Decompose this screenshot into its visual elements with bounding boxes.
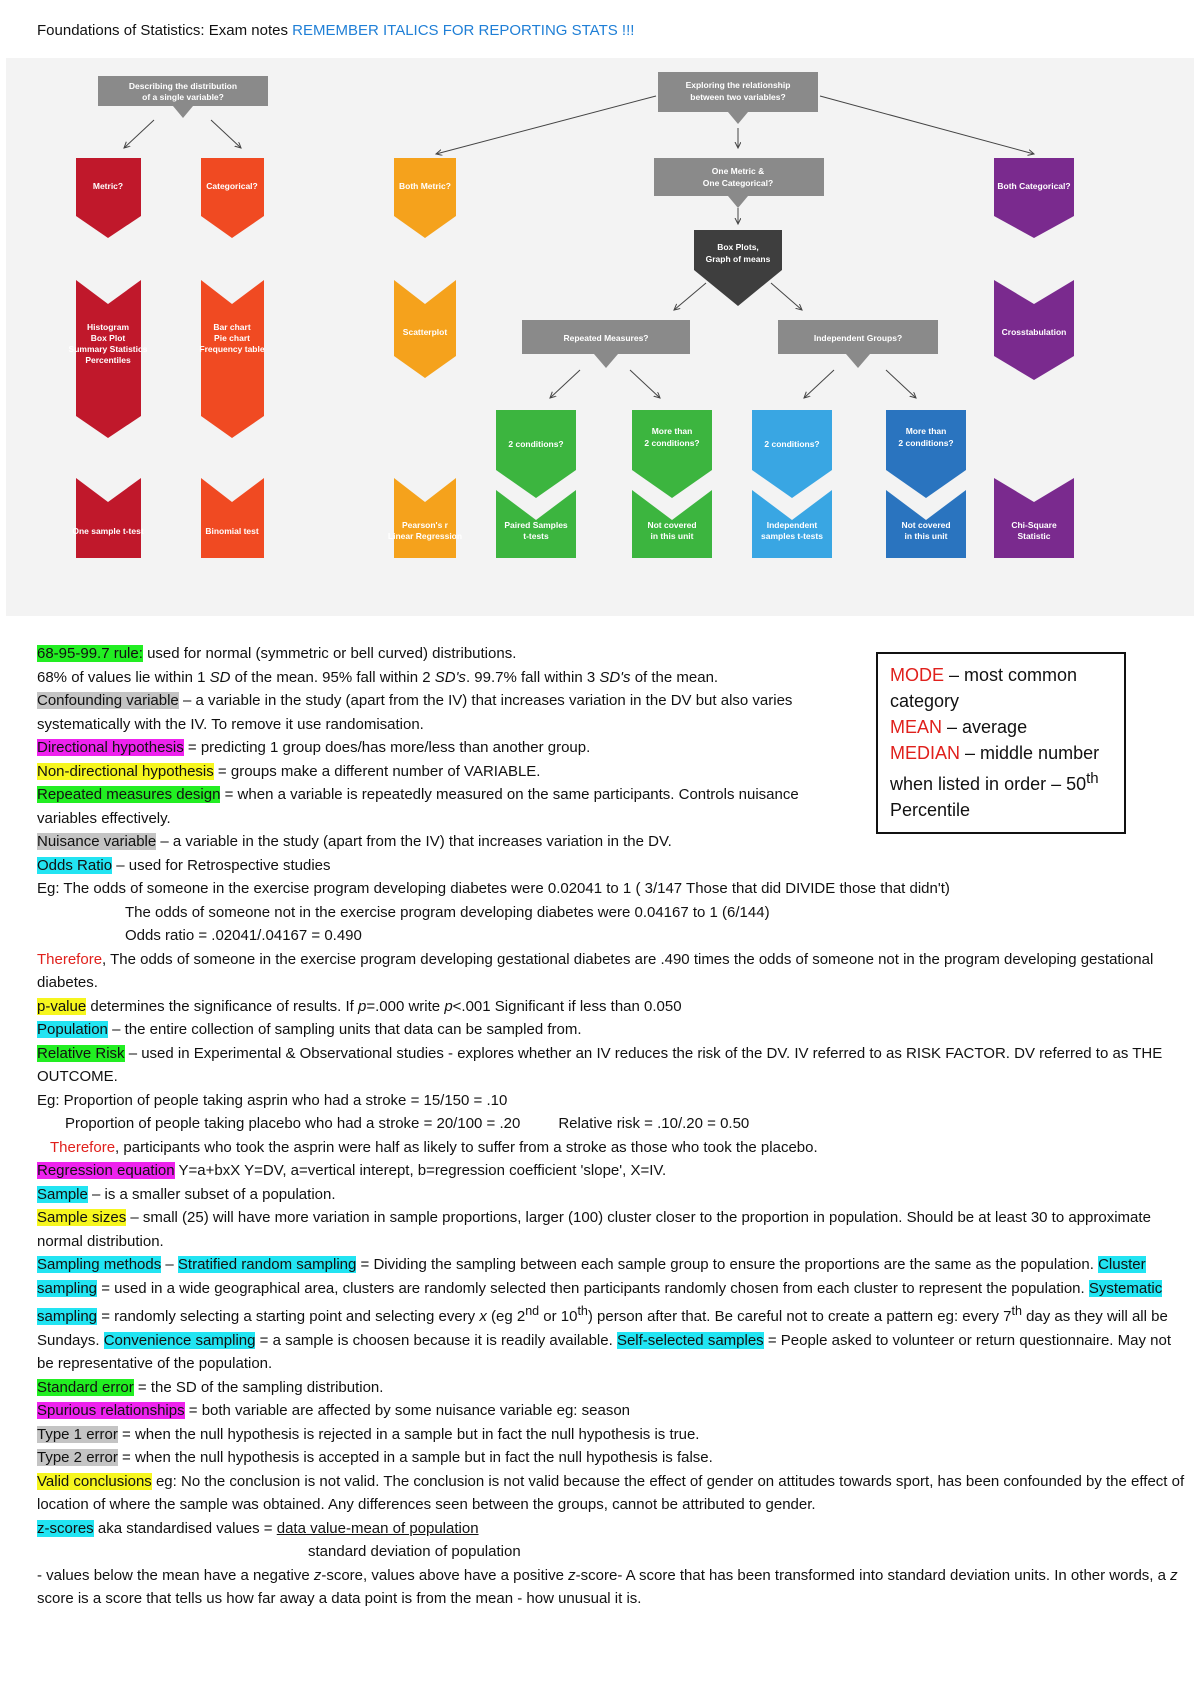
nondirectional-def: = groups make a different number of VARIABLE. xyxy=(213,762,541,780)
median-def: – middle number when listed in order – 50 xyxy=(890,743,1100,794)
nondirectional-term: Non-directional hypothesis xyxy=(37,762,214,780)
systematic-x: x xyxy=(479,1308,487,1325)
metric-desc-2: Box Plot xyxy=(90,333,126,343)
rule-line2-c: . 99.7% fall within 3 xyxy=(465,668,600,686)
type2-term: Type 2 error xyxy=(37,1449,118,1466)
note-repeated xyxy=(37,783,837,830)
type1-term: Type 1 error xyxy=(37,1425,118,1443)
samplesizes-def: – small (25) will have more variation in sample proportions, larger (100) cluster closer to the proportion in population. Should be at least 30 to approximate normal distribution. xyxy=(37,1209,1151,1250)
note-rr-eg2 xyxy=(37,1112,1187,1136)
rule-sds: SD's xyxy=(434,668,466,686)
reminder-text: REMEMBER ITALICS FOR REPORTING STATS !!! xyxy=(292,22,635,39)
sampling-term: Sampling methods xyxy=(37,1256,162,1273)
z-last-c: -score- A score that has been transformed into standard deviation units. In other words, a xyxy=(575,1566,1171,1584)
metric-desc-4: Percentiles xyxy=(85,355,131,365)
node-one-metric-one-categorical xyxy=(654,158,824,208)
note-zscore xyxy=(37,1517,1187,1541)
title-text: Foundations of Statistics: Exam notes xyxy=(37,22,288,39)
nuisance-def: – a variable in the study (apart from the IV) that increases variation in the DV. xyxy=(156,833,672,850)
q-relationship-line2: between two variables? xyxy=(690,92,786,102)
ig-more-test-1: Not covered xyxy=(901,520,951,530)
note-spurious xyxy=(37,1399,1187,1423)
z-last-d: score is a score that tells us how far away a data point is from the mean - how unusual it is. xyxy=(37,1590,642,1607)
column-both-categorical xyxy=(994,158,1074,558)
note-type1 xyxy=(37,1423,1187,1447)
note-rule xyxy=(37,642,1187,666)
z-def: aka standardised values = xyxy=(93,1519,277,1537)
systematic-nd: nd xyxy=(525,1304,540,1318)
samplesizes-term: Sample sizes xyxy=(37,1209,127,1226)
median-term: MEDIAN xyxy=(890,743,961,763)
both-metric-desc: Scatterplot xyxy=(402,327,448,337)
z-last-a: - values below the mean have a negative xyxy=(37,1566,314,1584)
pvalue-p1: p xyxy=(358,997,367,1015)
systematic-def-a: = randomly selecting a starting point and selecting every xyxy=(97,1308,480,1325)
note-rr xyxy=(37,1042,1187,1089)
categorical-desc-3: Frequency table xyxy=(199,344,265,354)
sampling-dash: – xyxy=(161,1256,178,1273)
valid-def: eg: No the conclusion is not valid. The conclusion is not valid because the effect of gender on attitudes towards sport, has been confounded by the effect of location of where the sample was obtained. Any differences seen between the groups, cannot be attributed to gender. xyxy=(37,1472,1185,1513)
systematic-th2: th xyxy=(1011,1304,1022,1318)
metric-label: Metric? xyxy=(92,181,124,191)
page-title xyxy=(37,22,634,39)
node-two-variables xyxy=(658,72,818,124)
selfselected-term: Self-selected samples xyxy=(616,1331,764,1349)
pvalue-def-a: determines the significance of results. If xyxy=(86,997,358,1015)
metric-desc-3: Summary Statistics xyxy=(68,344,148,354)
systematic-def-b: (eg 2 xyxy=(486,1308,526,1325)
note-nuisance xyxy=(37,830,1187,854)
stratified-term: Stratified random sampling xyxy=(177,1256,357,1273)
odds-def: – used for Retrospective studies xyxy=(112,856,331,874)
independent-groups-label: Independent Groups? xyxy=(813,333,903,343)
flowchart-svg xyxy=(6,58,1194,616)
regression-term: Regression equation xyxy=(37,1162,175,1179)
column-both-metric xyxy=(394,158,456,558)
rm-more-line1: More than xyxy=(651,426,693,436)
metric-test: One sample t-test xyxy=(72,526,144,536)
directional-term: Directional hypothesis xyxy=(37,739,184,756)
rm-more-test-1: Not covered xyxy=(647,520,697,530)
rm-2cond-test-2: t-tests xyxy=(523,531,549,541)
node-independent-groups xyxy=(778,320,938,368)
omoc-line2: One Categorical? xyxy=(702,178,774,188)
note-rule-line2 xyxy=(37,666,1187,690)
repeated-def: = when a variable is repeatedly measured on the same participants. Controls nuisance variables effectively. xyxy=(37,786,799,827)
mode-term: MODE xyxy=(890,665,944,685)
mean-term: MEAN xyxy=(890,717,943,737)
sample-term: Sample xyxy=(37,1185,88,1203)
column-categorical xyxy=(201,158,264,558)
rr-eg2b: Relative risk = .10/.20 = 0.50 xyxy=(558,1115,750,1132)
pvalue-def-c: <.001 Significant if less than 0.050 xyxy=(452,997,682,1015)
type2-def: = when the null hypothesis is accepted in a sample but in fact the null hypothesis is false. xyxy=(117,1449,713,1466)
note-odds xyxy=(37,854,1187,878)
notes-section xyxy=(37,642,1187,1611)
ig-2cond-label: 2 conditions? xyxy=(764,439,820,449)
both-categorical-label: Both Categorical? xyxy=(997,181,1071,191)
categorical-desc-2: Pie chart xyxy=(214,333,250,343)
both-metric-label: Both Metric? xyxy=(399,181,451,191)
median-end: Percentile xyxy=(890,800,971,820)
systematic-term: Systematic sampling xyxy=(37,1279,1163,1325)
rm-2cond-test-1: Paired Samples xyxy=(504,520,568,530)
convenience-def: = a sample is choosen because it is readily available. xyxy=(255,1331,617,1349)
rr-eg2: Proportion of people taking placebo who had a stroke = 20/100 = .20 xyxy=(65,1115,521,1132)
type1-def: = when the null hypothesis is rejected in a sample but in fact the null hypothesis is true. xyxy=(117,1425,700,1443)
ig-more-test-2: in this unit xyxy=(904,531,948,541)
confounding-def: – a variable in the study (apart from the IV) that increases variation in the DV but also varies systematically with the IV. To remove it use randomisation. xyxy=(37,692,793,733)
rule-term: 68-95-99.7 rule: xyxy=(37,645,143,662)
z-numerator: data value-mean of population xyxy=(276,1519,479,1537)
rr-def: – used in Experimental & Observational studies - explores whether an IV reduces the risk of the DV. IV referred to as RISK FACTOR. DV referred to as THE OUTCOME. xyxy=(37,1044,1163,1085)
omoc-line1: One Metric & xyxy=(711,166,765,176)
odds-term: Odds Ratio xyxy=(37,856,113,874)
therefore2: Therefore xyxy=(50,1138,116,1156)
z-z3: z xyxy=(1170,1566,1178,1584)
cluster-def: = used in a wide geographical area, clusters are randomly selected then participants randomly chosen from each cluster to represent the population. xyxy=(97,1279,1089,1297)
note-regression xyxy=(37,1159,1187,1183)
z-z2: z xyxy=(568,1566,576,1584)
confounding-term: Confounding variable xyxy=(37,692,179,709)
metric-desc-1: Histogram xyxy=(86,322,130,332)
note-sample xyxy=(37,1183,1187,1207)
note-stderr xyxy=(37,1376,1187,1400)
z-last-b: -score, values above have a positive xyxy=(321,1566,569,1584)
stderr-def: = the SD of the sampling distribution. xyxy=(133,1378,384,1396)
spurious-term: Spurious relationships xyxy=(37,1402,185,1419)
repeated-measures-label: Repeated Measures? xyxy=(563,333,649,343)
convenience-term: Convenience sampling xyxy=(103,1331,256,1349)
mean-def: – average xyxy=(942,717,1028,737)
stratified-def: = Dividing the sampling between each sample group to ensure the proportions are the same as the population. xyxy=(356,1256,1099,1273)
note-therefore2 xyxy=(37,1136,1187,1160)
systematic-def-d: ) person after that. Be careful not to create a pattern eg: every 7 xyxy=(587,1308,1012,1325)
directional-def: = predicting 1 group does/has more/less than another group. xyxy=(183,739,591,756)
systematic-def-e: day as they will all be Sundays. xyxy=(37,1308,1168,1349)
selfselected-def: = People asked to volunteer or return questionnaire. May not be representative of the population. xyxy=(37,1331,1172,1372)
rule-def: used for normal (symmetric or bell curved) distributions. xyxy=(142,645,517,662)
z-z1: z xyxy=(313,1566,322,1584)
systematic-th: th xyxy=(577,1304,588,1318)
ig-more-line1: More than xyxy=(905,426,947,436)
note-therefore1 xyxy=(37,948,1187,995)
rm-2cond-label: 2 conditions? xyxy=(508,439,564,449)
therefore1-rest: , The odds of someone in the exercise program developing gestational diabetes are .490 times the odds of someone not in the program developing gestational diabetes. xyxy=(37,950,1154,991)
categorical-test: Binomial test xyxy=(205,526,259,536)
categorical-desc-1: Bar chart xyxy=(213,322,251,332)
rule-line2-d: of the mean. xyxy=(630,668,719,686)
statistics-flowchart xyxy=(6,58,1194,616)
both-categorical-test-2: Statistic xyxy=(1017,531,1051,541)
note-zscore-explain xyxy=(37,1564,1187,1611)
box-plots-line2: Graph of means xyxy=(705,254,771,264)
both-categorical-test-1: Chi-Square xyxy=(1011,520,1057,530)
ig-more-line2: 2 conditions? xyxy=(898,438,954,448)
valid-term: Valid conclusions xyxy=(37,1472,152,1490)
rr-term: Relative Risk xyxy=(37,1044,125,1062)
note-valid xyxy=(37,1470,1187,1517)
odds-eg1: Eg: The odds of someone in the exercise program developing diabetes were 0.02041 to 1 ( 3/147 Those that did DIVIDE those that didn't) xyxy=(37,880,950,897)
rule-sd: SD xyxy=(209,668,231,686)
both-metric-test-2: Linear Regression xyxy=(387,531,463,541)
rm-more-line2: 2 conditions? xyxy=(644,438,700,448)
therefore2-rest: , participants who took the asprin were half as likely to suffer from a stroke as those who took the placebo. xyxy=(115,1138,818,1156)
sample-def: – is a smaller subset of a population. xyxy=(87,1185,336,1203)
rm-more-test-2: in this unit xyxy=(650,531,694,541)
rule-line2-b: of the mean. 95% fall within 2 xyxy=(230,668,435,686)
nuisance-term: Nuisance variable xyxy=(37,833,157,850)
note-type2 xyxy=(37,1446,1187,1470)
note-sampling xyxy=(37,1253,1187,1376)
pvalue-p2: p xyxy=(444,997,453,1015)
ig-2cond-test-2: samples t-tests xyxy=(761,531,823,541)
median-sup: th xyxy=(1086,770,1099,787)
node-single-variable xyxy=(98,76,268,118)
node-box-plots xyxy=(694,230,782,306)
therefore1: Therefore xyxy=(37,950,103,968)
regression-def: Y=a+bxX Y=DV, a=vertical interept, b=regression coefficient 'slope', X=IV. xyxy=(174,1162,667,1179)
box-plots-line1: Box Plots, xyxy=(717,242,759,252)
odds-eg2: The odds of someone not in the exercise program developing diabetes were 0.04167 to 1 (6/144) xyxy=(125,903,770,921)
note-population xyxy=(37,1018,1187,1042)
rr-eg1: Eg: Proportion of people taking asprin who had a stroke = 15/150 = .10 xyxy=(37,1091,508,1109)
systematic-def-c: or 10 xyxy=(539,1308,578,1325)
population-def: – the entire collection of sampling units that data can be sampled from. xyxy=(107,1021,582,1038)
note-nondirectional xyxy=(37,760,1187,784)
node-repeated-measures xyxy=(522,320,690,368)
note-pvalue xyxy=(37,995,1187,1019)
q-single-line1: Describing the distribution xyxy=(128,81,238,91)
cluster-term: Cluster sampling xyxy=(37,1256,1146,1297)
ig-2cond-test-1: Independent xyxy=(766,520,818,530)
q-single-line2: of a single variable? xyxy=(142,92,224,102)
q-relationship-line1: Exploring the relationship xyxy=(685,80,791,90)
z-denominator: standard deviation of population xyxy=(308,1543,521,1560)
note-confounding xyxy=(37,689,807,736)
note-samplesizes xyxy=(37,1206,1187,1253)
pvalue-def-b: =.000 write xyxy=(366,997,445,1015)
rule-sds2: SD's xyxy=(599,668,631,686)
both-categorical-desc: Crosstabulation xyxy=(1001,327,1067,337)
mode-def: – most common category xyxy=(890,665,1078,711)
stderr-term: Standard error xyxy=(37,1378,134,1396)
spurious-def: = both variable are affected by some nuisance variable eg: season xyxy=(184,1402,631,1419)
population-term: Population xyxy=(37,1021,108,1038)
both-metric-test-1: Pearson's r xyxy=(402,520,448,530)
note-directional xyxy=(37,736,1187,760)
z-term: z-scores xyxy=(37,1519,94,1537)
categorical-label: Categorical? xyxy=(206,181,258,191)
rule-line2-a: 68% of values lie within 1 xyxy=(37,668,210,686)
pvalue-term: p-value xyxy=(37,997,87,1015)
repeated-term: Repeated measures design xyxy=(37,786,221,803)
odds-eg3: Odds ratio = .02041/.04167 = 0.490 xyxy=(125,927,362,944)
